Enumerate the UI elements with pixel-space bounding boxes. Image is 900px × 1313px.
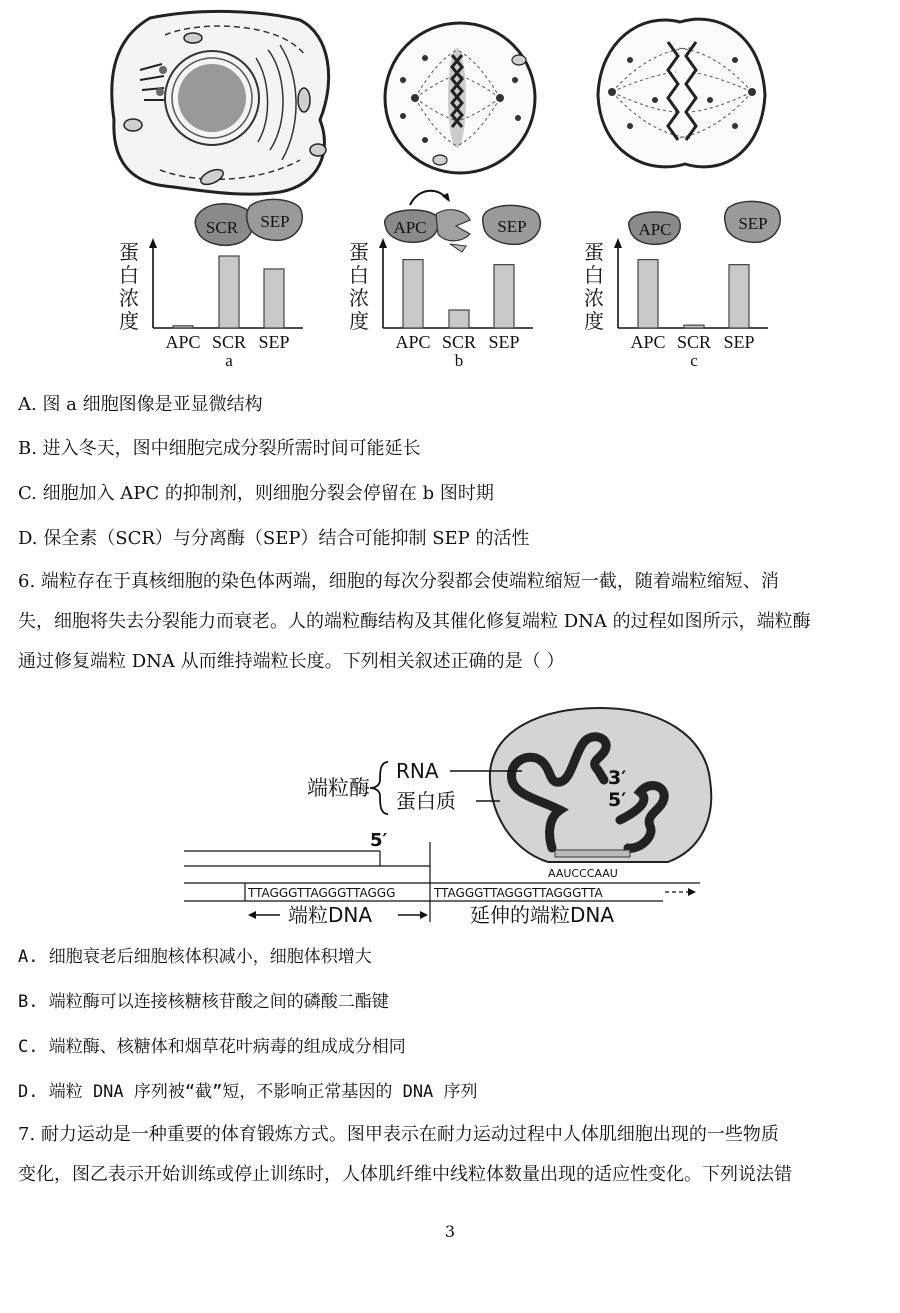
telomere-dna-label: 端粒DNA (288, 903, 373, 927)
cell-c-image (598, 19, 765, 167)
axis-title-char: 蛋 (349, 242, 369, 264)
tick-label: SEP (723, 332, 755, 352)
q6-option-b: B. 端粒酶可以连接核糖核苷酸之间的磷酸二酯键 (18, 992, 389, 1012)
q6-option-d: D. 端粒 DNA 序列被“截”短，不影响正常基因的 DNA 序列 (18, 1082, 478, 1102)
blob-label: SEP (260, 212, 290, 231)
panel-letter: b (454, 351, 464, 370)
tick-label: SEP (488, 332, 520, 352)
page-number: 3 (444, 1222, 456, 1241)
q7-line-1: 7. 耐力运动是一种重要的体育锻炼方式。图甲表示在耐力运动过程中人体肌细胞出现的一些物质 (18, 1124, 779, 1145)
blob-label: SCR (205, 218, 239, 237)
q7-stem (18, 1115, 882, 1195)
bar-sep (494, 265, 514, 328)
y-axis-arrow (149, 238, 157, 248)
q6-line-3: 通过修复端粒 DNA 从而维持端粒长度。下列相关叙述正确的是（ ） (18, 651, 565, 672)
blob-sep-b (483, 205, 541, 244)
bar-sep (264, 269, 284, 328)
extended-dna-label: 延伸的端粒DNA (470, 903, 615, 927)
y-axis-arrow (614, 238, 622, 248)
bar-scr (684, 325, 704, 328)
cell-b-image (385, 23, 535, 173)
template-sequence: AAUCCCAAU (548, 867, 618, 880)
axis-title-char: 浓 (584, 288, 604, 310)
axis-title-char: 度 (349, 311, 369, 333)
blob-sep-c (725, 201, 781, 242)
bar-apc (638, 260, 658, 328)
arrow-curve-b (410, 191, 448, 205)
panel-letter: c (690, 351, 698, 370)
bar-scr (449, 310, 469, 328)
blob-apc-b (385, 210, 439, 242)
sequence-right: TTAGGGTTAGGGTTAGGGTTA (434, 886, 603, 900)
q6-line-1: 6. 端粒存在于真核细胞的染色体两端，细胞的每次分裂都会使端粒缩短一截，随着端粒缩短、消 (18, 571, 779, 592)
blob-scr-a (195, 204, 253, 246)
axis-title-char: 白 (349, 265, 369, 287)
prime-3-label: 3′ (608, 767, 627, 789)
blob-label: SEP (738, 214, 768, 233)
bar-scr (219, 256, 239, 328)
tick-label: SEP (258, 332, 290, 352)
bar-chart-c (584, 238, 768, 370)
axis-title-char: 蛋 (119, 242, 139, 264)
cell-cycle-figure (0, 0, 900, 380)
sequence-left: TTAGGGTTAGGGTTAGGG (248, 886, 396, 900)
panel-letter: a (225, 351, 233, 370)
axis-title-char: 浓 (119, 288, 139, 310)
blob-sep-a (247, 199, 303, 240)
q5-option-a: A. 图 a 细胞图像是亚显微结构 (18, 394, 263, 415)
q5-option-d: D. 保全素（SCR）与分离酶（SEP）结合可能抑制 SEP 的活性 (18, 528, 530, 549)
blob-label: SEP (497, 217, 527, 236)
q6-option-c: C. 端粒酶、核糖体和烟草花叶病毒的组成成分相同 (18, 1037, 406, 1057)
telomerase-figure (0, 700, 900, 940)
blob-label: APC (638, 220, 672, 239)
q7-line-2: 变化，图乙表示开始训练或停止训练时，人体肌纤维中线粒体数量出现的适应性变化。下列说法错 (18, 1164, 792, 1185)
axis-title-char: 白 (584, 265, 604, 287)
rna-template-bar (555, 850, 630, 857)
q6-line-2: 失，细胞将失去分裂能力而衰老。人的端粒酶结构及其催化修复端粒 DNA 的过程如图所示，端粒酶 (18, 611, 811, 632)
bar-chart-a (119, 238, 303, 370)
q6-option-a: A. 细胞衰老后细胞核体积减小，细胞体积增大 (18, 947, 372, 967)
top-prime5-label: 5′ (370, 830, 388, 851)
rna-label: RNA (396, 759, 439, 783)
tick-label: SCR (676, 332, 712, 352)
tick-label: SCR (211, 332, 247, 352)
bar-apc (403, 260, 423, 328)
bar-sep (729, 265, 749, 328)
bar-chart-b (349, 238, 533, 370)
prime-5-label: 5′ (608, 789, 627, 811)
tick-label: SCR (441, 332, 477, 352)
blob-apc-c (629, 212, 681, 244)
brace (370, 762, 388, 814)
y-axis-arrow (379, 238, 387, 248)
q5-option-c: C. 细胞加入 APC 的抑制剂，则细胞分裂会停留在 b 图时期 (18, 483, 494, 504)
tick-label: APC (165, 332, 201, 352)
protein-label: 蛋白质 (396, 789, 456, 813)
axis-title-char: 白 (119, 265, 139, 287)
telomerase-label: 端粒酶 (307, 776, 370, 800)
telomerase-protein-shape (490, 708, 711, 862)
bar-apc (173, 326, 193, 328)
q5-option-b: B. 进入冬天，图中细胞完成分裂所需时间可能延长 (18, 438, 421, 459)
q6-stem (18, 562, 882, 682)
tick-label: APC (630, 332, 666, 352)
blob-label: APC (393, 218, 427, 237)
axis-title-char: 蛋 (584, 242, 604, 264)
tick-label: APC (395, 332, 431, 352)
axis-title-char: 度 (584, 311, 604, 333)
cell-a-image (112, 11, 329, 194)
axis-title-char: 度 (119, 311, 139, 333)
axis-title-char: 浓 (349, 288, 369, 310)
scr-fragments-b (436, 210, 470, 252)
